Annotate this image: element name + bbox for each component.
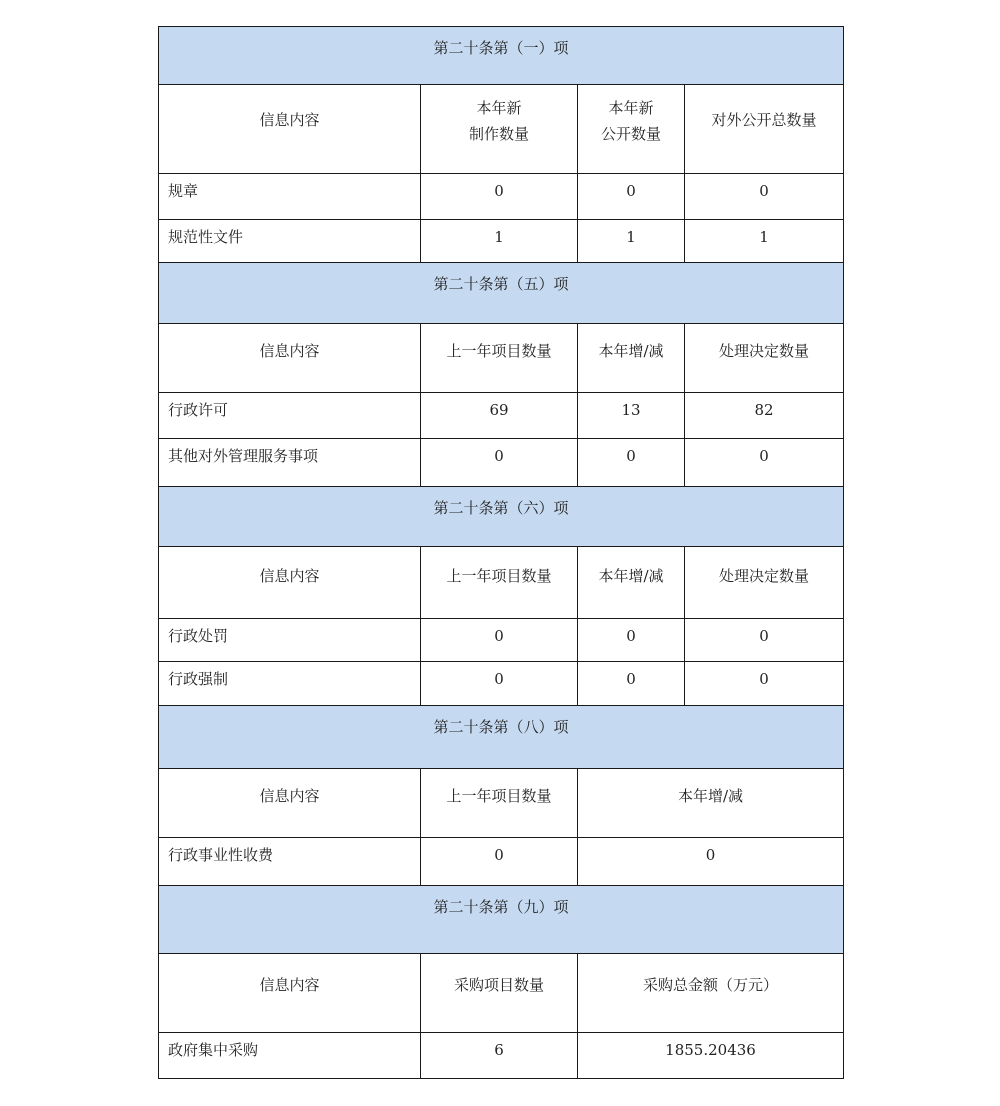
column-header: 上一年项目数量 [421, 547, 578, 619]
cell-value: 1 [685, 220, 844, 263]
cell-value: 0 [578, 439, 685, 487]
cell-value: 0 [421, 439, 578, 487]
column-header: 本年增/减 [578, 324, 685, 393]
section-header-row [159, 27, 844, 85]
column-header: 处理决定数量 [685, 324, 844, 393]
column-header-row [159, 324, 844, 393]
table-row [159, 174, 844, 220]
cell-value: 1 [578, 220, 685, 263]
section-header-row [159, 886, 844, 954]
column-header-text: 本年新 制作数量 [468, 99, 529, 143]
table-row [159, 1033, 844, 1079]
cell-value: 13 [578, 393, 685, 439]
section-title: 第二十条第（一）项 [159, 27, 844, 85]
table-row [159, 220, 844, 263]
column-header: 信息内容 [159, 547, 421, 619]
section-title: 第二十条第（八）项 [159, 706, 844, 769]
cell-value: 0 [685, 619, 844, 662]
column-header-row [159, 769, 844, 838]
cell-value: 0 [421, 174, 578, 220]
row-label: 政府集中采购 [159, 1033, 421, 1079]
column-header-row [159, 85, 844, 174]
column-header: 信息内容 [159, 324, 421, 393]
cell-value: 0 [578, 174, 685, 220]
cell-value: 0 [685, 174, 844, 220]
column-header: 本年增/减 [578, 547, 685, 619]
row-label: 规章 [159, 174, 421, 220]
column-header: 信息内容 [159, 85, 421, 174]
cell-value: 1855.20436 [578, 1033, 844, 1079]
section-title: 第二十条第（九）项 [159, 886, 844, 954]
table-row [159, 838, 844, 886]
column-header: 对外公开总数量 [685, 85, 844, 174]
column-header: 采购项目数量 [421, 954, 578, 1033]
column-header [578, 85, 685, 174]
section-title: 第二十条第（六）项 [159, 487, 844, 547]
cell-value: 1 [421, 220, 578, 263]
cell-value: 6 [421, 1033, 578, 1079]
column-header: 上一年项目数量 [421, 324, 578, 393]
column-header: 处理决定数量 [685, 547, 844, 619]
cell-value: 0 [578, 619, 685, 662]
column-header: 上一年项目数量 [421, 769, 578, 838]
table-row [159, 619, 844, 662]
cell-value: 0 [421, 619, 578, 662]
column-header [421, 85, 578, 174]
row-label: 其他对外管理服务事项 [159, 439, 421, 487]
row-label: 行政处罚 [159, 619, 421, 662]
table-row [159, 662, 844, 706]
cell-value: 0 [685, 662, 844, 706]
cell-value: 0 [421, 838, 578, 886]
column-header: 本年增/减 [578, 769, 844, 838]
column-header: 信息内容 [159, 769, 421, 838]
row-label: 行政强制 [159, 662, 421, 706]
cell-value: 0 [421, 662, 578, 706]
cell-value: 0 [578, 838, 844, 886]
cell-value: 0 [578, 662, 685, 706]
row-label: 规范性文件 [159, 220, 421, 263]
column-header-row [159, 547, 844, 619]
table-row [159, 439, 844, 487]
cell-value: 69 [421, 393, 578, 439]
row-label: 行政事业性收费 [159, 838, 421, 886]
disclosure-table [158, 26, 844, 1079]
column-header: 信息内容 [159, 954, 421, 1033]
section-header-row [159, 706, 844, 769]
section-header-row [159, 263, 844, 324]
cell-value: 0 [685, 439, 844, 487]
column-header-text: 本年新 公开数量 [600, 99, 661, 143]
row-label: 行政许可 [159, 393, 421, 439]
table-row [159, 393, 844, 439]
cell-value: 82 [685, 393, 844, 439]
section-header-row [159, 487, 844, 547]
column-header: 采购总金额（万元） [578, 954, 844, 1033]
column-header-row [159, 954, 844, 1033]
section-title: 第二十条第（五）项 [159, 263, 844, 324]
